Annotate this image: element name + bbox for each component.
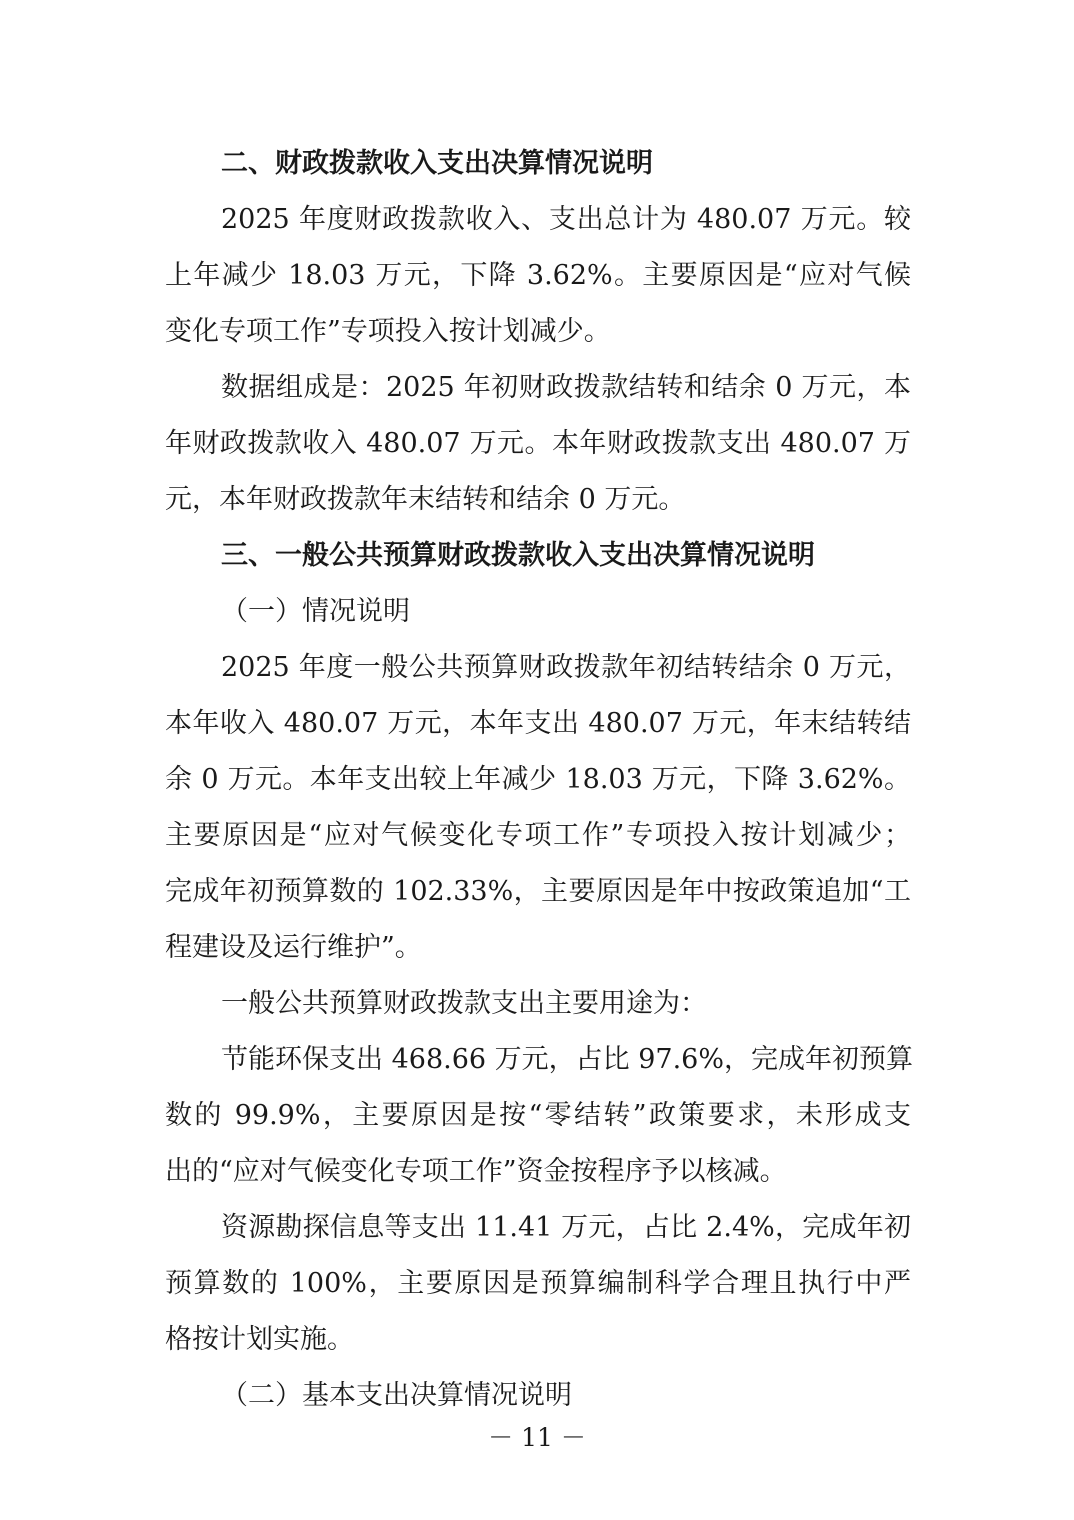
text-line: 2025 年度财政拨款收入、支出总计为 480.07 万元。较 (221, 204, 911, 235)
text-line: 本年收入 480.07 万元，本年支出 480.07 万元，年末结转结 (165, 708, 911, 739)
text-line: 数的 99.9%，主要原因是按“零结转”政策要求，未形成支 (165, 1100, 911, 1131)
section-3-subheading-1: （一）情况说明 (221, 596, 410, 627)
text-line: 格按计划实施。 (165, 1324, 354, 1355)
section-2-paragraph-2 (165, 360, 911, 528)
text-line: 程建设及运行维护”。 (165, 932, 422, 963)
section-2-heading: 二、财政拨款收入支出决算情况说明 (221, 148, 653, 179)
text-line: 完成年初预算数的 102.33%，主要原因是年中按政策追加“工 (165, 876, 911, 907)
text-line: 预算数的 100%，主要原因是预算编制科学合理且执行中严 (165, 1268, 911, 1299)
section-3-subheading-2: （二）基本支出决算情况说明 (221, 1380, 572, 1411)
section-3-paragraph-1 (165, 640, 911, 976)
text-line: 节能环保支出 468.66 万元，占比 97.6%，完成年初预算 (221, 1044, 913, 1075)
page-number: － 11 － (488, 1423, 586, 1452)
text-line: 资源勘探信息等支出 11.41 万元，占比 2.4%，完成年初 (221, 1212, 911, 1243)
page-body (165, 136, 911, 1424)
text-line: 出的“应对气候变化专项工作”资金按程序予以核减。 (165, 1156, 787, 1187)
text-line: 元，本年财政拨款年末结转和结余 0 万元。 (165, 484, 686, 515)
text-line: 主要原因是“应对气候变化专项工作”专项投入按计划减少； (165, 820, 911, 851)
text-line: 余 0 万元。本年支出较上年减少 18.03 万元，下降 3.62%。 (165, 764, 911, 795)
section-3-heading: 三、一般公共预算财政拨款收入支出决算情况说明 (221, 540, 815, 571)
text-line: 上年减少 18.03 万元，下降 3.62%。主要原因是“应对气候 (165, 260, 911, 291)
text-line: 变化专项工作”专项投入按计划减少。 (165, 316, 611, 347)
text-line: 数据组成是：2025 年初财政拨款结转和结余 0 万元，本 (221, 372, 911, 403)
text-line: 2025 年度一般公共预算财政拨款年初结转结余 0 万元， (221, 652, 911, 683)
text-line: 一般公共预算财政拨款支出主要用途为： (221, 988, 707, 1019)
section-2-paragraph-1 (165, 192, 911, 360)
section-3-paragraph-2 (165, 976, 911, 1032)
section-3-paragraph-4 (165, 1200, 911, 1368)
section-3-paragraph-3 (165, 1032, 911, 1200)
text-line: 年财政拨款收入 480.07 万元。本年财政拨款支出 480.07 万 (165, 428, 911, 459)
